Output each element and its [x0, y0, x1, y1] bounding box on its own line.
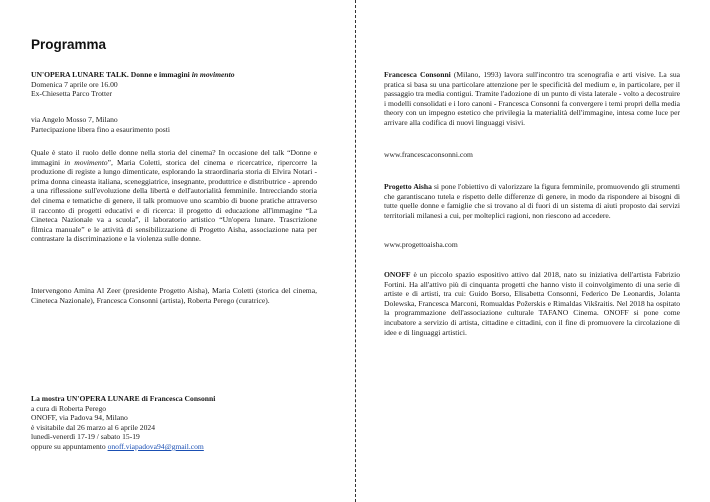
exhibition-dates: è visitabile dal 26 marzo al 6 aprile 2024: [31, 422, 155, 432]
page-title: Programma: [31, 37, 107, 52]
talk-date: Domenica 7 aprile ore 16.00: [31, 79, 118, 89]
aisha-website: [384, 240, 680, 250]
exhibition-place: ONOFF, via Padova 94, Milano: [31, 413, 128, 423]
bio-aisha: Progetto Aisha si pone l'obiettivo di valorizzare la figura femminile, promuovendo gli strumenti che garantiscano tutela e rispetto delle differenze di genere, in modo da rispondere ai bisogni di tutte quelle donne e famiglie che si trovano al di fuori di un sistema di aiuti proposto dai servizi territoriali milanesi a cui, per molteplici ragioni, non riescono ad accedere.: [384, 182, 680, 220]
bio-onoff: ONOFF è un piccolo spazio espositivo attivo dal 2018, nato su iniziativa dell'artista Fabrizio Fortini. Ha all'attivo più di cinquanta progetti che hanno visto il coinvolgimento di una serie di artiste e di artisti, tra cui: Guido Borso, Elisabetta Consonni, Federico De Leonardis, Jolanta Dolewska, Francesca Marconi, Romualdas Požerskis e Rimaldas Vikšraitis. Nel 2018 ha ospitato la programmazione dell'associazione culturale TAFANO Cinema. ONOFF si pone come incubatore a servizio di artista, cittadine e cittadini, con il fine di promuovere la circolazione di idee e di linguaggi artistici.: [384, 270, 680, 337]
exhibition-appointment: oppure su appuntamento onoff.viapadova94@gmail.com: [31, 441, 204, 451]
talk-access: Partecipazione libera fino a esaurimento posti: [31, 124, 170, 134]
aisha-website-link[interactable]: www.progettoaisha.com: [384, 240, 458, 249]
talk-info: [31, 70, 317, 99]
fold-divider: [355, 0, 356, 502]
talk-address: via Angelo Mosso 7, Milano: [31, 115, 118, 124]
consonni-website-link[interactable]: www.francescaconsonni.com: [384, 150, 473, 159]
consonni-name: Francesca Consonni: [384, 70, 451, 79]
exhibition-heading: La mostra UN'OPERA LUNARE di Francesca Consonni: [31, 394, 216, 403]
talk-venue: Ex-Chiesetta Parco Trotter: [31, 89, 112, 99]
exhibition-info: [31, 394, 317, 452]
talk-description: Quale è stato il ruolo delle donne nella storia del cinema? In occasione del talk “Donne e immagini in movimento”, Maria Coletti, storica del cinema e ricercatrice, ripercorre la produzione di registe a lungo dimenticate, esplorando la straordinaria storia di Elvira Notari - prima donna cineasta italiana, sceneggiatrice, insegnante, produttrice e distributrice - aprendo a una riflessione sull'evoluzione della libertà e dell'autorialità femminile. Intrecciando storia del cinema e tematiche di genere, il talk promuove uno scambio di buone pratiche attraverso il racconto di progetti educativi e di ricerca: il progetto di educazione all'immagine “La Cineteca Nazionale va a scuola”, il laboratorio artistico “Un'opera lunare. Trascrizione filmica manuale” e le attività di sensibilizzazione di Progetto Aisha, associazione nata per contrastare la discriminazione e la violenza sulle donne.: [31, 148, 317, 244]
exhibition-curator: a cura di Roberta Perego: [31, 403, 107, 413]
talk-heading: UN'OPERA LUNARE TALK. Donne e immagini in movimento: [31, 70, 235, 79]
talk-speakers: Intervengono Amina Al Zeer (presidente Progetto Aisha), Maria Coletti (storica del cinema, Cineteca Nazionale), Francesca Consonni (artista), Roberta Perego (curatrice).: [31, 286, 317, 305]
email-link[interactable]: onoff.viapadova94@gmail.com: [107, 441, 204, 451]
onoff-name: ONOFF: [384, 270, 411, 279]
talk-address-block: [31, 115, 317, 134]
aisha-name: Progetto Aisha: [384, 182, 432, 191]
exhibition-hours: lunedì-venerdì 17-19 / sabato 15-19: [31, 432, 140, 442]
consonni-website: [384, 150, 680, 160]
bio-consonni: Francesca Consonni (Milano, 1993) lavora sull'incontro tra scenografia e arti visive. La sua pratica si basa su una particolare attenzione per le specificità del medium e, in particolare, per il passaggio tra media contigui. Tramite l'adozione di un punto di vista laterale - volto a decostruire i modelli consolidati e i loro canoni - Francesca Consonni fa convergere i temi propri della media theory con un impegno estetico che privilegia la materialità dell'immagine, intesa come luce per arrivare alla codifica di nuovi linguaggi visivi.: [384, 70, 681, 127]
